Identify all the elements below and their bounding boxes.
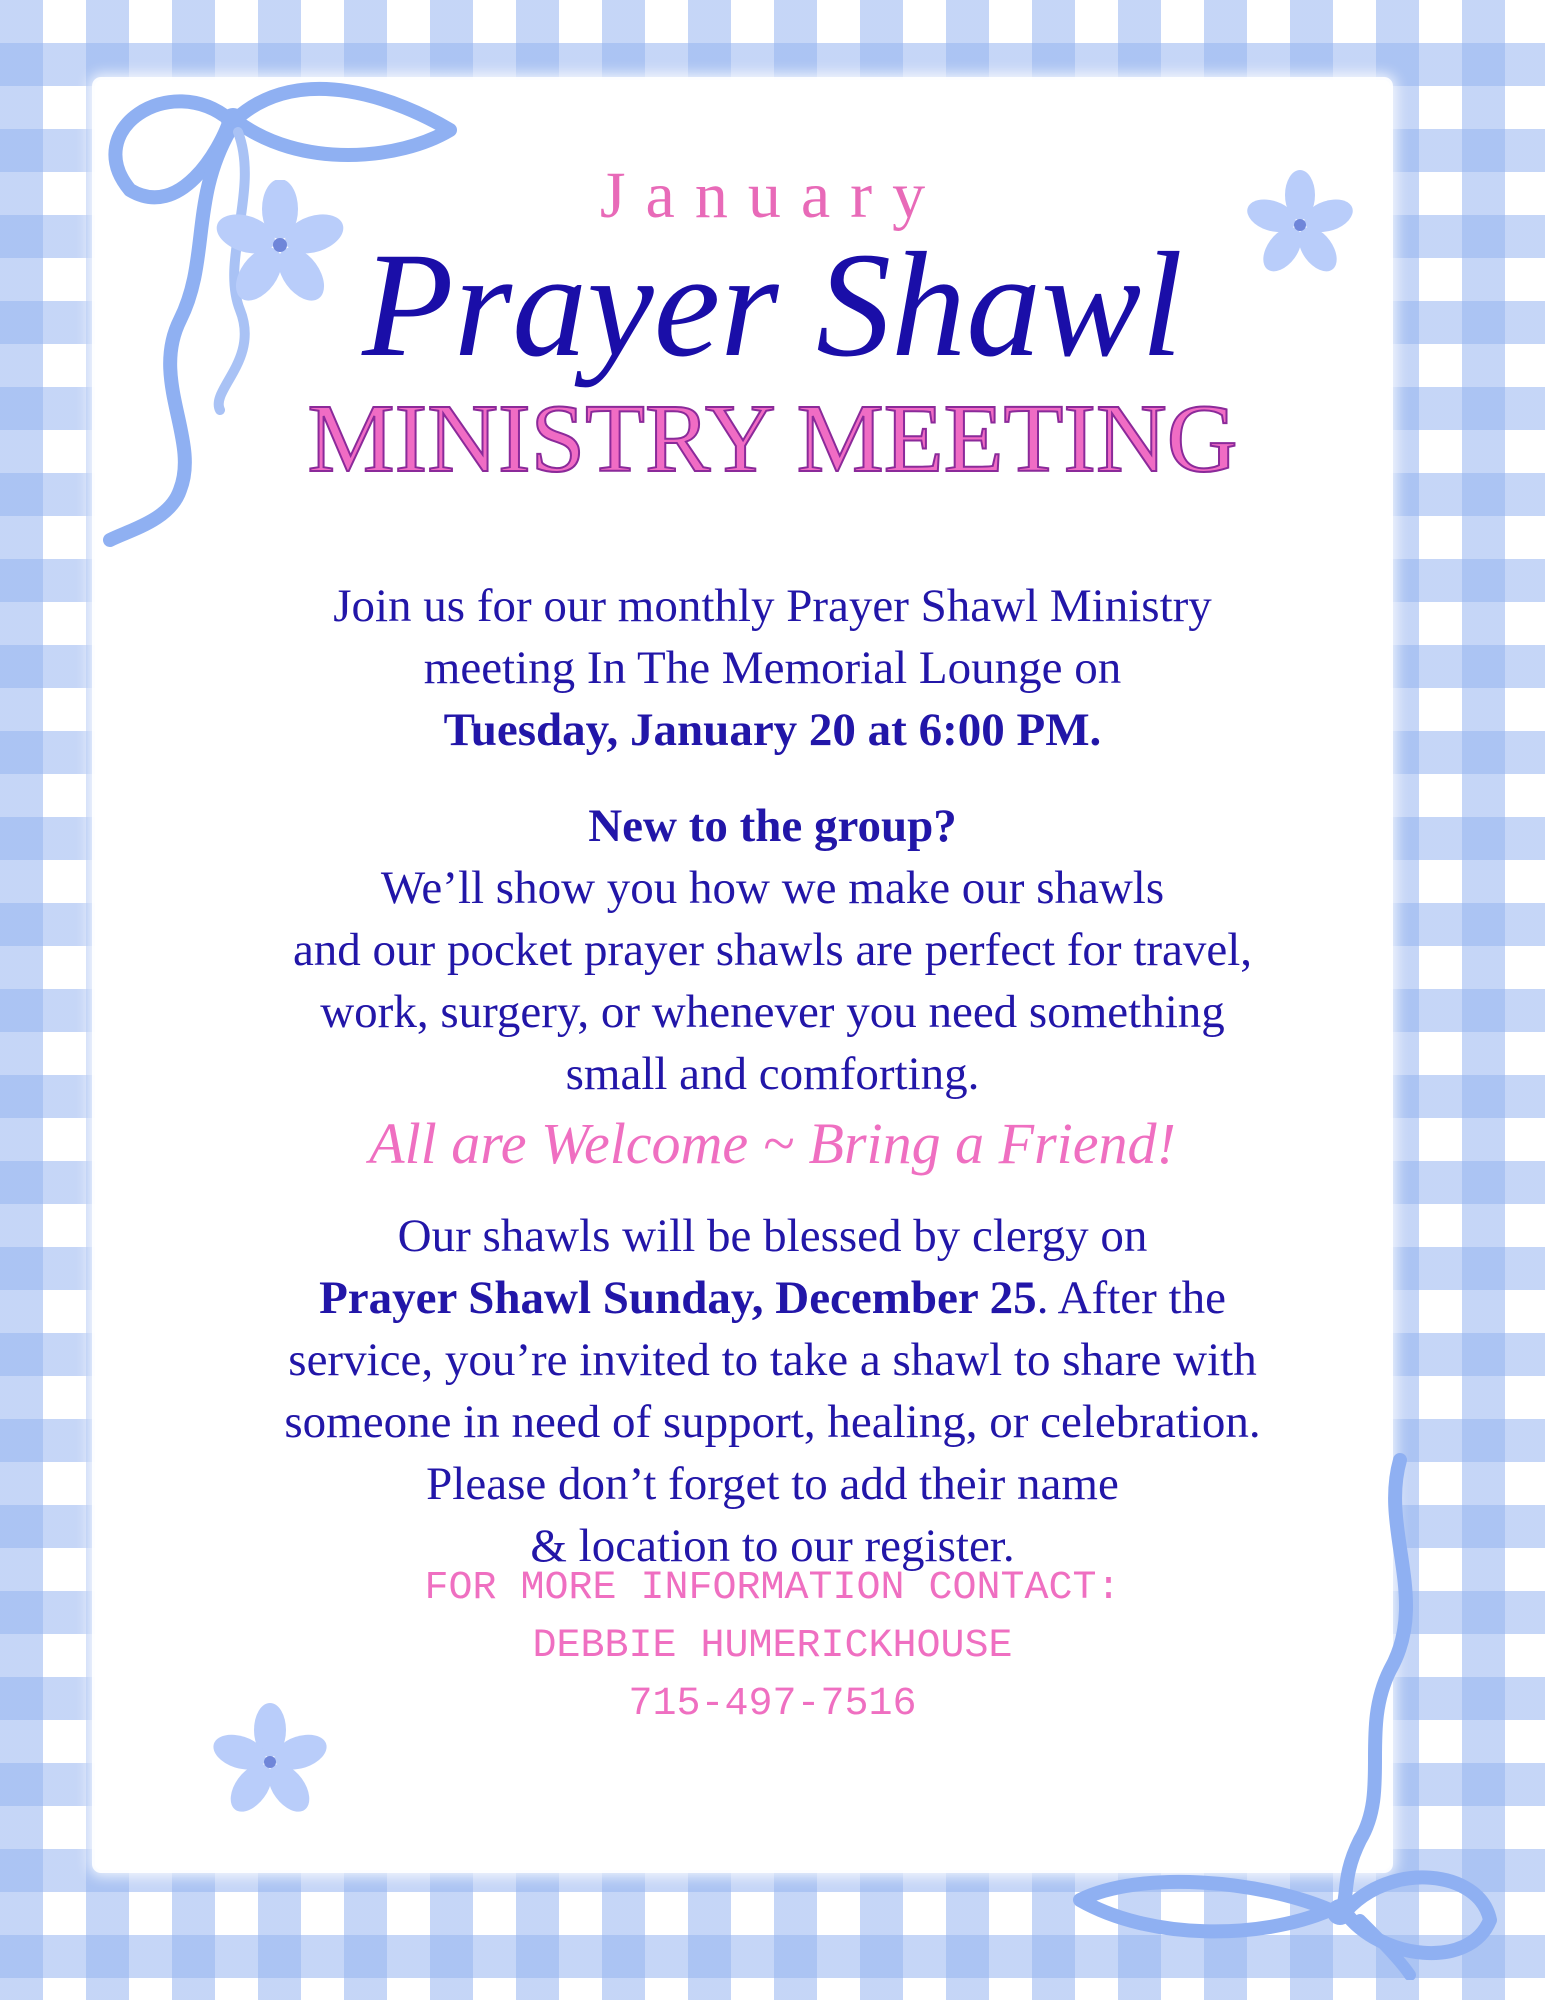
- new-group-line-2: and our pocket prayer shawls are perfect for travel,: [292, 924, 1253, 976]
- contact-name: DEBBIE HUMERICKHOUSE: [532, 1624, 1013, 1669]
- blessing-line-1: Our shawls will be blessed by clergy on: [397, 1210, 1148, 1262]
- blessing-line-5: Please don’t forget to add their name: [426, 1458, 1119, 1510]
- intro-line-2: meeting In The Memorial Lounge on: [423, 642, 1122, 694]
- blessing-sunday: Prayer Shawl Sunday, December 25: [319, 1272, 1037, 1324]
- new-group-line-1: We’ll show you how we make our shawls: [380, 862, 1165, 914]
- welcome-tagline: All are Welcome ~ Bring a Friend!: [369, 1111, 1176, 1176]
- contact-block: [95, 1560, 1450, 1734]
- blessing-line-2-rest: . After the: [1036, 1272, 1226, 1324]
- intro-paragraph: [95, 575, 1450, 761]
- new-group-paragraph: [95, 795, 1450, 1105]
- flyer-title: Prayer Shawl: [362, 222, 1183, 388]
- blessing-line-6: & location to our register.: [530, 1520, 1015, 1572]
- flyer-subtitle: MINISTRY MEETING: [307, 385, 1238, 493]
- meeting-date: Tuesday, January 20 at 6:00 PM.: [443, 704, 1102, 756]
- blessing-line-3: service, you’re invited to take a shawl to share with: [288, 1334, 1257, 1386]
- intro-line-1: Join us for our monthly Prayer Shawl Ministry: [333, 580, 1212, 632]
- blessing-line-4: someone in need of support, healing, or celebration.: [284, 1396, 1261, 1448]
- contact-phone: 715-497-7516: [628, 1682, 917, 1727]
- blessing-paragraph: [95, 1205, 1450, 1577]
- contact-label: FOR MORE INFORMATION CONTACT:: [424, 1566, 1121, 1611]
- month-heading: January: [599, 159, 946, 232]
- new-group-line-3: work, surgery, or whenever you need something: [320, 986, 1225, 1038]
- new-group-line-4: small and comforting.: [565, 1048, 980, 1100]
- new-group-heading: New to the group?: [588, 800, 957, 852]
